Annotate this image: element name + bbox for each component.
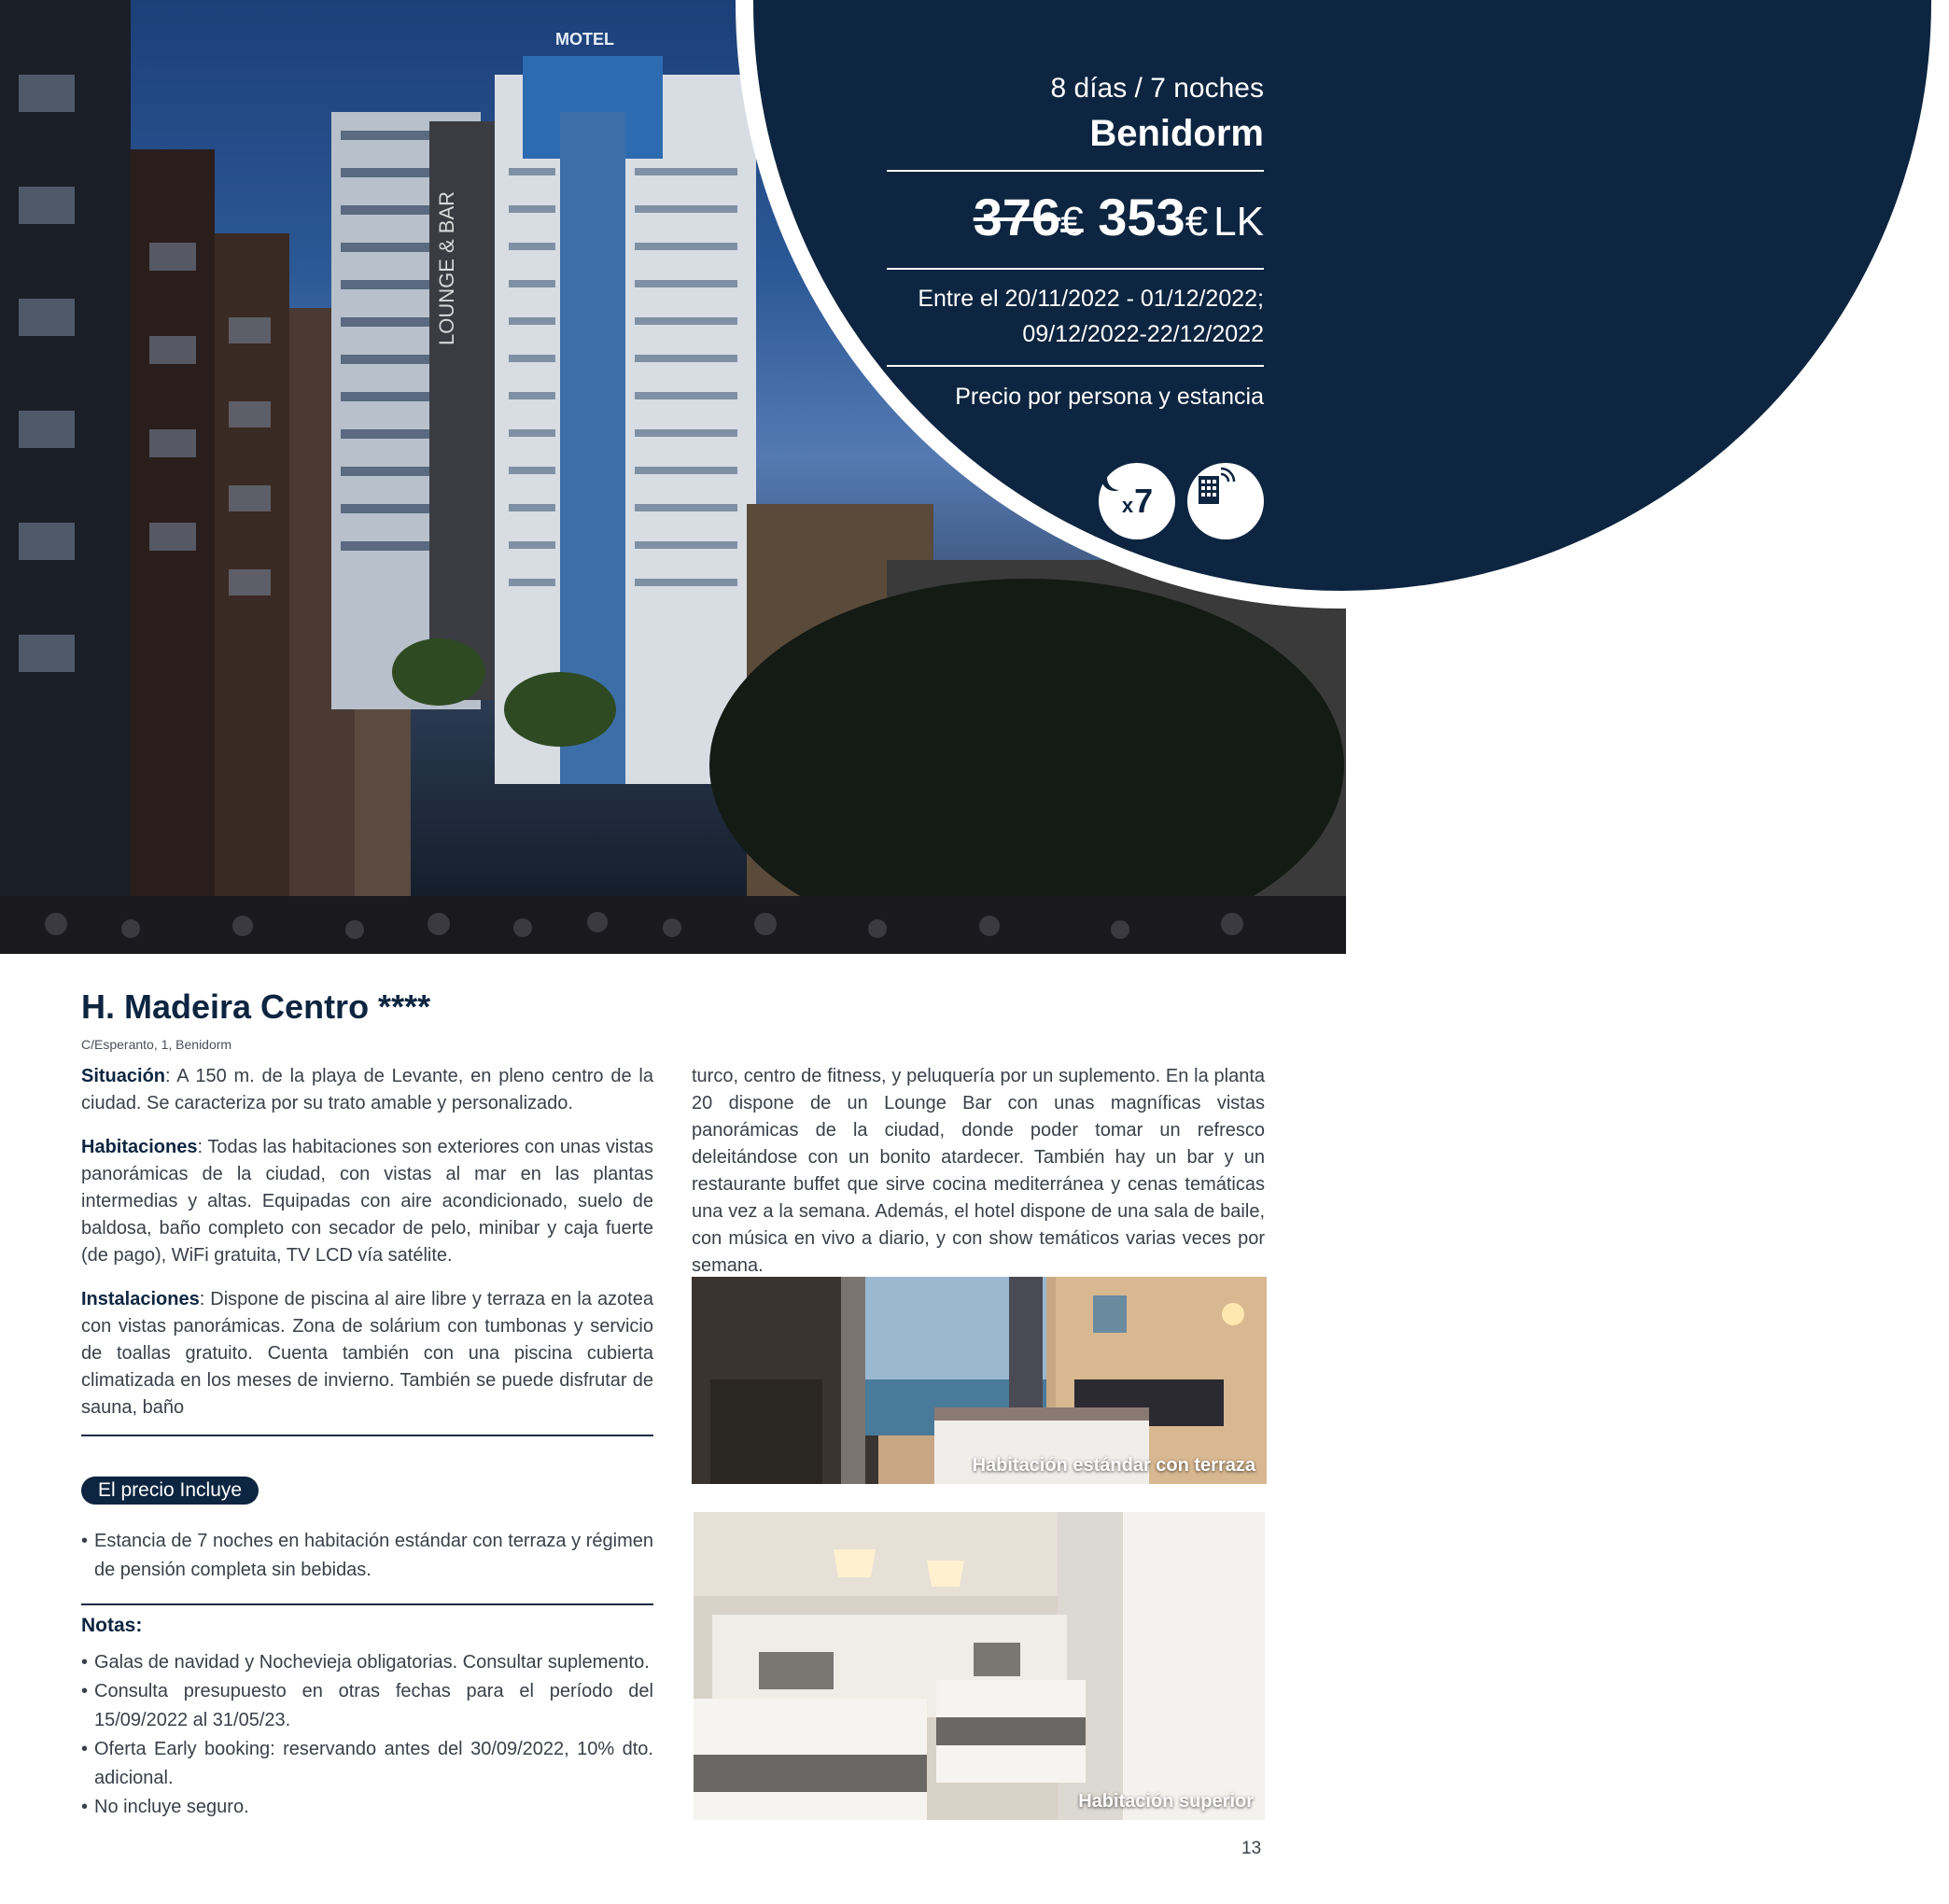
hotel-name: H. Madeira Centro ****: [81, 987, 431, 1026]
situacion-paragraph: Situación: A 150 m. de la playa de Levante, en pleno centro de la ciudad. Se caracteriza por su trato amable y personalizado.: [81, 1066, 653, 1113]
divider: [81, 1603, 653, 1605]
photo-caption: Habitación estándar con terraza: [972, 1455, 1255, 1476]
price-panel: [887, 67, 1264, 415]
trip-duration: 8 días / 7 noches: [1050, 73, 1264, 104]
description-column-right: [692, 1063, 1265, 1296]
feature-badges: [1099, 463, 1267, 541]
divider: [81, 1435, 653, 1436]
notes-heading: Notas:: [81, 1615, 143, 1636]
room-illustration: [692, 1277, 1267, 1484]
room-illustration: [694, 1512, 1265, 1820]
tower-sign-text: LOUNGE & BAR: [435, 190, 458, 345]
price-note: Precio por persona y estancia: [955, 384, 1264, 410]
moon-icon: [1099, 463, 1127, 493]
room-photo-superior: [694, 1512, 1265, 1820]
includes-label: El precio Incluye: [81, 1477, 259, 1505]
travel-dates: Entre el 20/11/2022 - 01/12/2022; 09/12/2022-22/12/2022: [918, 286, 1264, 347]
list-item: • Estancia de 7 noches en habitación estándar con terraza y régimen de pensión completa sin bebidas.: [81, 1527, 653, 1585]
hotel-badge: [1187, 463, 1264, 539]
hotel-address: C/Esperanto, 1, Benidorm: [81, 1037, 232, 1052]
tower-top-sign: MOTEL: [555, 30, 614, 49]
list-item: • Galas de navidad y Nochevieja obligatorias. Consultar suplemento.: [81, 1648, 653, 1677]
divider: [887, 170, 1264, 172]
room-photo-standard: [692, 1277, 1267, 1484]
hero-photo: [0, 0, 1346, 954]
list-item: • No incluye seguro.: [81, 1793, 653, 1822]
list-item: • Oferta Early booking: reservando antes del 30/09/2022, 10% dto. adicional.: [81, 1735, 653, 1793]
photo-caption: Habitación superior: [1078, 1791, 1254, 1812]
price-suffix: LK: [1213, 199, 1264, 245]
instalaciones-continued: turco, centro de fitness, y peluquería por un suplemento. En la planta 20 dispone de un Lounge Bar con unas magníficas vistas panorámicas de la ciudad, donde poder tomar un refresco deleitándose con un bonito atardecer. También hay un bar y un restaurante buffet que sirve cocina mediterránea y cenas temáticas una vez a la semana. Además, el hotel dispone de una sala de baile, con música en vivo a diario, y con show temáticos varias veces por semana.: [692, 1066, 1265, 1276]
page-number: 13: [1241, 1839, 1262, 1858]
old-price: 376€: [973, 188, 1084, 246]
nights-badge: x 7: [1099, 463, 1175, 539]
instalaciones-paragraph: Instalaciones: Dispone de piscina al aire libre y terraza en la azotea con vistas panorámicas. Zona de solárium con tumbonas y servicio de toallas gratuito. Cuenta también con una piscina cubierta climatizada en los meses de invierno. También se puede disfrutar de sauna, baño: [81, 1289, 653, 1418]
list-item: • Consulta presupuesto en otras fechas para el período del 15/09/2022 al 31/05/23.: [81, 1677, 653, 1735]
new-price: 353€: [1098, 188, 1209, 246]
notes-list: [81, 1648, 653, 1822]
divider: [887, 268, 1264, 270]
description-column-left: [81, 1063, 653, 1418]
hotel-building-icon: [1187, 463, 1234, 510]
includes-list: [81, 1527, 653, 1585]
destination: Benidorm: [1089, 113, 1264, 154]
habitaciones-paragraph: Habitaciones: Todas las habitaciones son exteriores con unas vistas panorámicas de la ciudad, con vistas al mar en las plantas intermedias y altas. Equipadas con aire acondicionado, suelo de baldosa, baño completo con secador de pelo, minibar y caja fuerte (de pago), WiFi gratuita, TV LCD vía satélite.: [81, 1137, 653, 1266]
price-row: [887, 185, 1264, 255]
divider: [887, 365, 1264, 367]
